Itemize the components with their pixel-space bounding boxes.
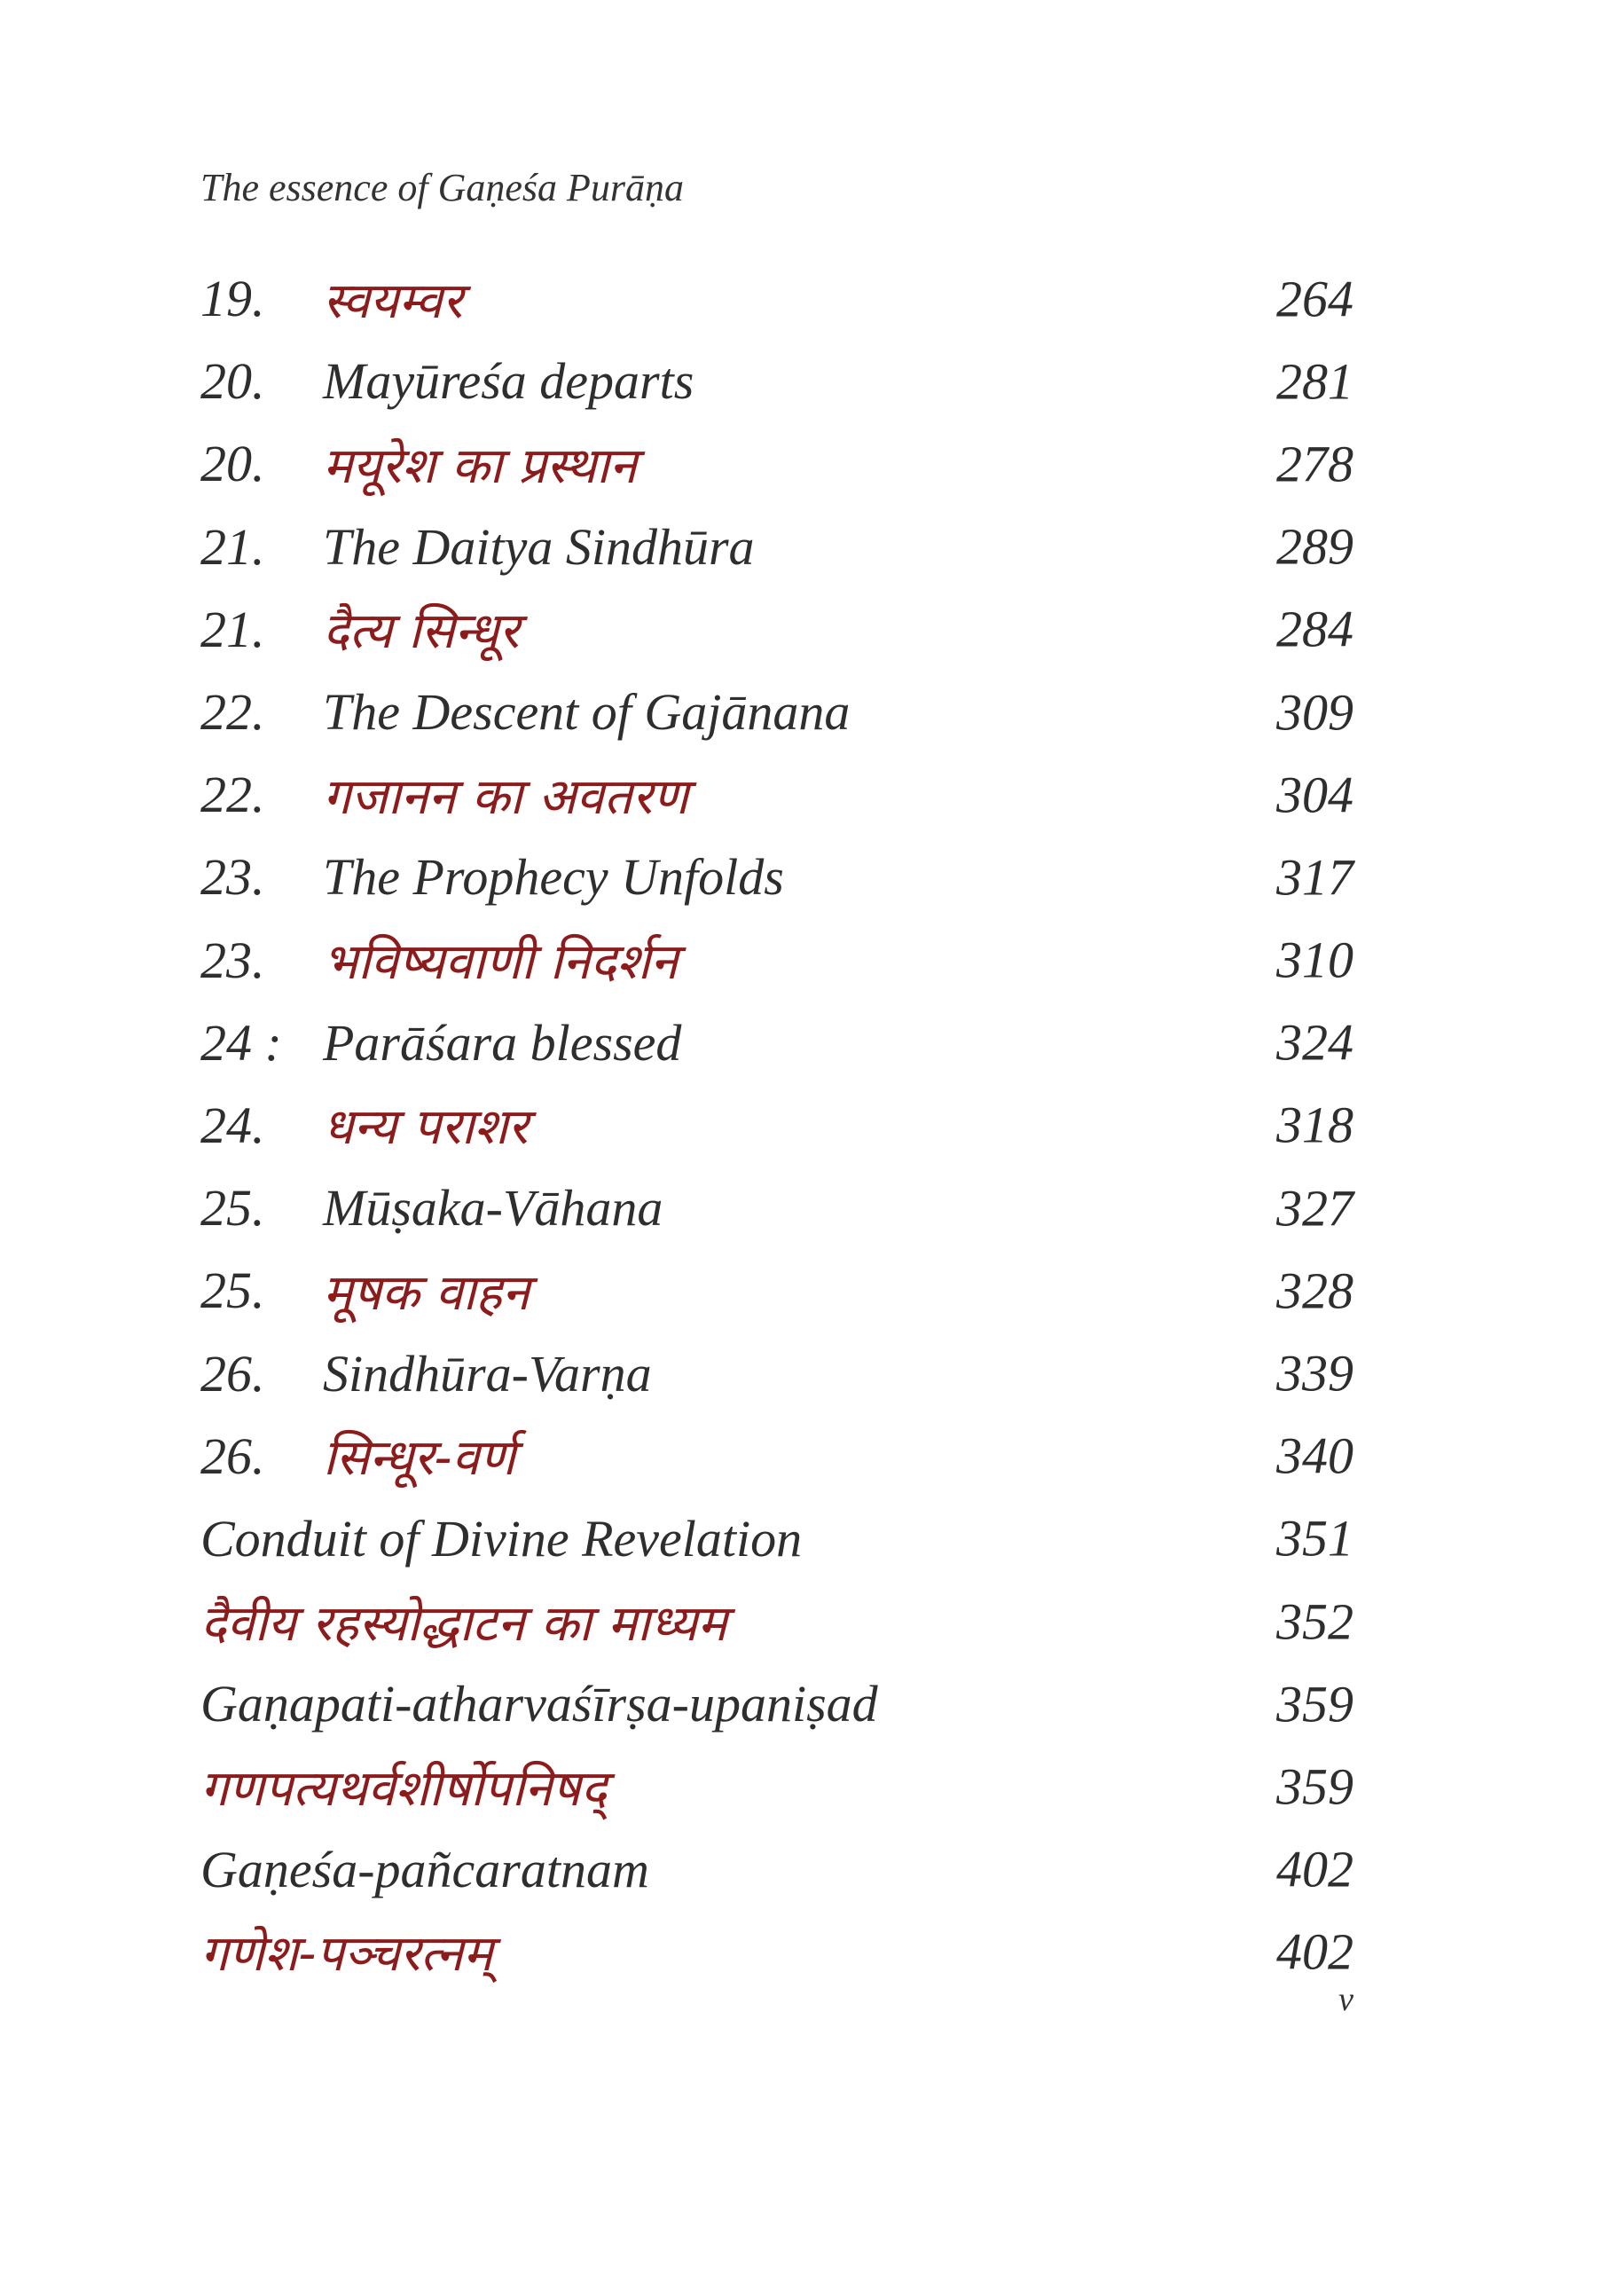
toc-entry-title: भविष्यवाणी निदर्शन xyxy=(323,933,679,992)
toc-entry-number: 20. xyxy=(200,435,265,493)
toc-entry-page: 339 xyxy=(1276,1344,1353,1403)
toc-entry xyxy=(200,836,1353,918)
toc-entry-title: The Descent of Gajānana xyxy=(323,683,851,742)
toc-entry-number: 21. xyxy=(200,600,265,658)
toc-entry-title: Conduit of Divine Revelation xyxy=(200,1509,803,1568)
toc-entry-title: मयूरेश का प्रस्थान xyxy=(323,436,637,495)
toc-entry-page: 359 xyxy=(1276,1675,1353,1733)
toc-entry-page: 264 xyxy=(1276,270,1353,328)
toc-entry-page: 402 xyxy=(1276,1922,1353,1981)
toc-entry-page: 309 xyxy=(1276,683,1353,742)
toc-entry-number: 21. xyxy=(200,517,265,576)
toc-entry-title: मूषक वाहन xyxy=(323,1263,530,1322)
toc-entry-number: 24 : xyxy=(200,1013,282,1072)
toc-entry-number: 25. xyxy=(200,1179,265,1238)
toc-entry-title: गणपत्यथर्वशीर्षोपनिषद् xyxy=(200,1759,608,1818)
toc-entry xyxy=(200,1332,1353,1414)
toc-entry-page: 289 xyxy=(1276,517,1353,576)
toc-entry-page: 310 xyxy=(1276,931,1353,989)
toc-entry-page: 328 xyxy=(1276,1261,1353,1320)
toc-entry-title: गजानन का अवतरण xyxy=(323,767,689,826)
toc-entry-number: 24. xyxy=(200,1096,265,1154)
toc-entry-page: 278 xyxy=(1276,435,1353,493)
toc-entry xyxy=(200,1662,1353,1745)
toc-entry-number: 23. xyxy=(200,931,265,989)
toc-entry-number: 26. xyxy=(200,1344,265,1403)
toc-entry xyxy=(200,1415,1353,1497)
toc-entry-title: Sindhūra-Varṇa xyxy=(323,1344,652,1403)
toc-entry xyxy=(200,422,1353,505)
toc-entry-page: 304 xyxy=(1276,766,1353,824)
toc-entry xyxy=(200,753,1353,836)
toc-entry-number: 19. xyxy=(200,270,265,328)
toc-entry-title: The Daitya Sindhūra xyxy=(323,517,755,576)
toc-entry-page: 351 xyxy=(1276,1509,1353,1568)
running-head: The essence of Gaṇeśa Purāṇa xyxy=(200,166,685,209)
toc-entry xyxy=(200,1911,1353,1993)
toc-entry-title: Mūṣaka-Vāhana xyxy=(323,1179,663,1238)
toc-entry xyxy=(200,257,1353,340)
toc-entry-title: Parāśara blessed xyxy=(323,1013,682,1072)
toc-entry-title: The Prophecy Unfolds xyxy=(323,848,784,907)
toc-entry xyxy=(200,1497,1353,1580)
toc-entry-page: 327 xyxy=(1276,1179,1353,1238)
toc-entry-page: 340 xyxy=(1276,1426,1353,1485)
toc-entry xyxy=(200,1167,1353,1249)
toc-entry-page: 281 xyxy=(1276,352,1353,411)
toc-entry-page: 284 xyxy=(1276,600,1353,658)
toc-entry xyxy=(200,588,1353,671)
toc-entry-title: Gaṇapati-atharvaśīrṣa-upaniṣad xyxy=(200,1675,878,1733)
toc-entry-title: स्वयम्वर xyxy=(323,271,463,330)
toc-entry xyxy=(200,1002,1353,1084)
toc-entry xyxy=(200,1828,1353,1911)
toc-entry-page: 359 xyxy=(1276,1757,1353,1816)
toc-entry-number: 22. xyxy=(200,766,265,824)
page-number: v xyxy=(1338,1981,1353,2018)
toc-entry-page: 318 xyxy=(1276,1096,1353,1154)
toc-entry-title: दैवीय रहस्योद्धाटन का माध्यम xyxy=(200,1594,727,1653)
toc-entry-number: 25. xyxy=(200,1261,265,1320)
toc-entry-title: धन्य पराशर xyxy=(323,1098,529,1157)
toc-entry xyxy=(200,919,1353,1002)
toc-entry-title: गणेश-पञ्चरत्नम् xyxy=(200,1925,493,1984)
toc-entry xyxy=(200,1249,1353,1332)
toc-entry-number: 22. xyxy=(200,683,265,742)
toc-entry-page: 402 xyxy=(1276,1840,1353,1898)
toc-entry-title: सिन्धूर-वर्ण xyxy=(323,1429,516,1488)
toc-entry-number: 23. xyxy=(200,848,265,907)
toc-entry xyxy=(200,671,1353,753)
toc-entry-title: Mayūreśa departs xyxy=(323,352,694,411)
table-of-contents xyxy=(200,257,1353,1993)
toc-entry-number: 20. xyxy=(200,352,265,411)
toc-entry xyxy=(200,1745,1353,1827)
toc-entry-title: Gaṇeśa-pañcaratnam xyxy=(200,1840,649,1898)
toc-entry-number: 26. xyxy=(200,1426,265,1485)
toc-entry-title: दैत्य सिन्धूर xyxy=(323,602,520,661)
toc-entry-page: 352 xyxy=(1276,1592,1353,1651)
toc-entry-page: 324 xyxy=(1276,1013,1353,1072)
toc-entry xyxy=(200,1084,1353,1167)
toc-entry xyxy=(200,506,1353,588)
toc-entry xyxy=(200,340,1353,422)
toc-entry xyxy=(200,1580,1353,1662)
toc-entry-page: 317 xyxy=(1276,848,1353,907)
